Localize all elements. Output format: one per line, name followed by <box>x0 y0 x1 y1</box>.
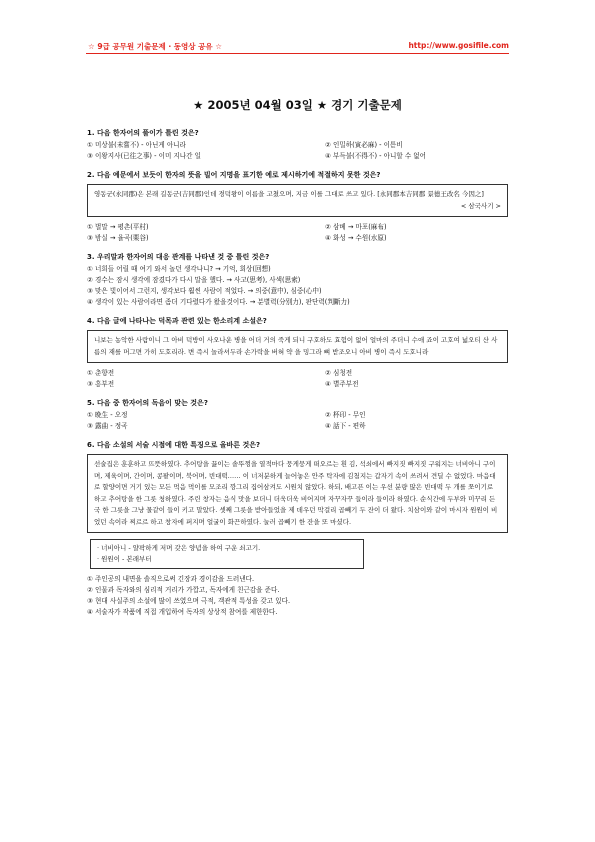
question-6 <box>87 440 508 617</box>
header-divider <box>86 53 509 54</box>
option-list <box>87 575 508 617</box>
option-grid <box>87 411 508 431</box>
passage-text: 니보는 농악한 사람이니 그 아비 덕방이 사오나운 병을 어더 거의 죽게 되니 구호하도 효험이 없어 얼마의 주더니 수애 죠이 고호여 넓오티 산 사름의 재를 머그면 가히 도호리라. 변 즉시 놀라셔두라 손가락을 버혀 약 을 밍그라 뼈 받조오니 아비 병이 즉시 도호니라 <box>94 336 498 356</box>
question-title: 4. 다음 글에 나타나는 덕목과 관련 있는 한소리계 소설은? <box>87 317 267 325</box>
option: ④ 부득불(不得不) - 아니할 수 없어 <box>325 152 427 160</box>
question-5 <box>87 398 508 431</box>
option: ④ 서술자가 작품에 직접 개입하여 독자의 상상적 참여를 제한한다. <box>87 608 278 616</box>
option: ① 춘향전 <box>87 369 115 377</box>
option: ② 삼베 → 마포(麻布) <box>325 223 387 231</box>
passage-text: 선술집은 훈훈하고 뜨뜻하였다. 추어탕을 끓이는 솥뚜껑을 열적마다 뭉게뭉게 떠오르는 흰 김, 석쇠에서 빠지짓 빠지짓 구워지는 너비아니 구이며, 제육이며, 간이며, 콩팥이며, 북어며, 빈대떡…… 이 너저분하게 늘어놓은 안주 탁자에 김첨지는 갑자기 속이 쓰려서 견딜 수 없었다. 마음대로 할양이면 거기 있는 모든 먹음 먹이를 모조리 깡그리 집어삼켜도 시원치 않았다. 하되, 배고픈 이는 우선 분량 많은 빈대떡 두 개를 쪼이기로 하고 추어탕을 한 그릇 청하였다. 주린 창자는 음식 맛을 보더니 더욱더욱 비어지며 자꾸자꾸 들이라 들이라 하였다. 순식간에 두부와 미꾸리 든 국 한 그릇을 그냥 물같이 들이 키고 말았다. 셋째 그릇을 받아들었을 제 데우던 막걸리 곱빼기 두 잔이 더 왔다. 치삼이와 같이 마시자 원원이 비었던 속이라 찌르르 하고 창자에 퍼지며 얼굴이 화끈하였다. 눌러 곱빼기 한 잔을 또 마셨다. <box>94 460 498 526</box>
option: ① 晩生 - 오정 <box>87 411 128 419</box>
option: ① 너희들 어릴 때 여기 와서 놀던 생각나니? → 기억, 회상(回想) <box>87 265 271 273</box>
question-3 <box>87 252 508 307</box>
question-list <box>87 128 508 617</box>
header-left: ☆ 9급 공무원 기출문제 · 동영상 공유 ☆ <box>88 42 222 51</box>
option: ② 杯印 - 무인 <box>325 411 366 419</box>
option: ③ 흥부전 <box>87 380 115 388</box>
option: ③ 露曲 - 정곡 <box>87 422 128 430</box>
option: ③ 밤실 → 율곡(栗谷) <box>87 234 149 242</box>
header-url: http://www.gosifile.com <box>408 41 509 50</box>
glossary-item: · 너비아니 - 얄팍하게 저며 갖은 양념을 하여 구운 쇠고기. <box>97 544 261 552</box>
question-title: 1. 다음 한자어의 풀이가 틀린 것은? <box>87 129 199 137</box>
passage-box <box>87 330 508 363</box>
option-grid <box>87 223 508 243</box>
passage-box <box>87 184 508 217</box>
option: ④ 화성 → 수원(水原) <box>325 234 387 242</box>
question-title: 5. 다음 중 한자어의 독음이 맞는 것은? <box>87 399 208 407</box>
question-title: 2. 다음 예문에서 보듯이 한자의 뜻을 빌어 지명을 표기한 예로 제시하기에 적절하지 못한 것은? <box>87 171 381 179</box>
option: ④ 별주부전 <box>325 380 359 388</box>
option: ③ 이왕지사(已往之事) - 이미 지나간 일 <box>87 152 201 160</box>
question-2 <box>87 170 508 243</box>
option-grid <box>87 369 508 389</box>
option: ④ 話下 - 편하 <box>325 422 366 430</box>
option: ① 미상불(未嘗不) - 아닌게 아니라 <box>87 141 186 149</box>
glossary-box <box>90 539 364 569</box>
option-list <box>87 265 508 307</box>
option: ④ 생각이 있는 사람이라면 좀더 기다렸다가 왔을것이다. → 분별력(分別力), 판단력(判斷力) <box>87 298 350 306</box>
question-4 <box>87 316 508 389</box>
option-grid <box>87 141 508 161</box>
passage-box <box>87 454 508 533</box>
option: ③ 맞은 빛이어서 그런지, 생각보다 훨씬 사람이 적었다. → 의중(意中), 심중(心中) <box>87 287 322 295</box>
question-title: 3. 우리말과 한자어의 대응 관계를 나타낸 것 중 틀린 것은? <box>87 253 270 261</box>
option: ① 주인공의 내면을 솔직으로써 긴장과 경이감을 드러낸다. <box>87 575 255 583</box>
passage-source: < 삼국사기 > <box>460 201 501 210</box>
option: ② 경수는 잠시 생각에 잠겼다가 다시 말을 했다. → 사고(思考), 사색(思索) <box>87 276 301 284</box>
option: ③ 현대 사실주의 소설에 많이 쓰였으며 극적, 객관적 특성을 갖고 있다. <box>87 597 291 605</box>
option: ② 인물과 독자와의 심리적 거리가 가깝고, 독자에게 친근감을 준다. <box>87 586 280 594</box>
glossary-item: · 원원이 - 본래부터 <box>97 555 152 563</box>
passage-text: 영동군(永同郡)은 본래 길동군(吉同郡)인데 경덕왕이 이름을 고쳤으며, 지금 이를 그대로 쓰고 있다. [永同郡本吉同郡 景德王改名 今因之] <box>94 190 484 198</box>
question-1 <box>87 128 508 161</box>
option: ② 인밀하(寅必麻) - 이튿비 <box>325 141 403 149</box>
page-title: ★ 2005년 04월 03일 ★ 경기 기출문제 <box>193 98 402 112</box>
option: ① 벌말 → 평촌(平村) <box>87 223 149 231</box>
option: ② 심청전 <box>325 369 353 377</box>
question-title: 6. 다음 소설의 서술 시점에 대한 특징으로 올바른 것은? <box>87 441 261 449</box>
